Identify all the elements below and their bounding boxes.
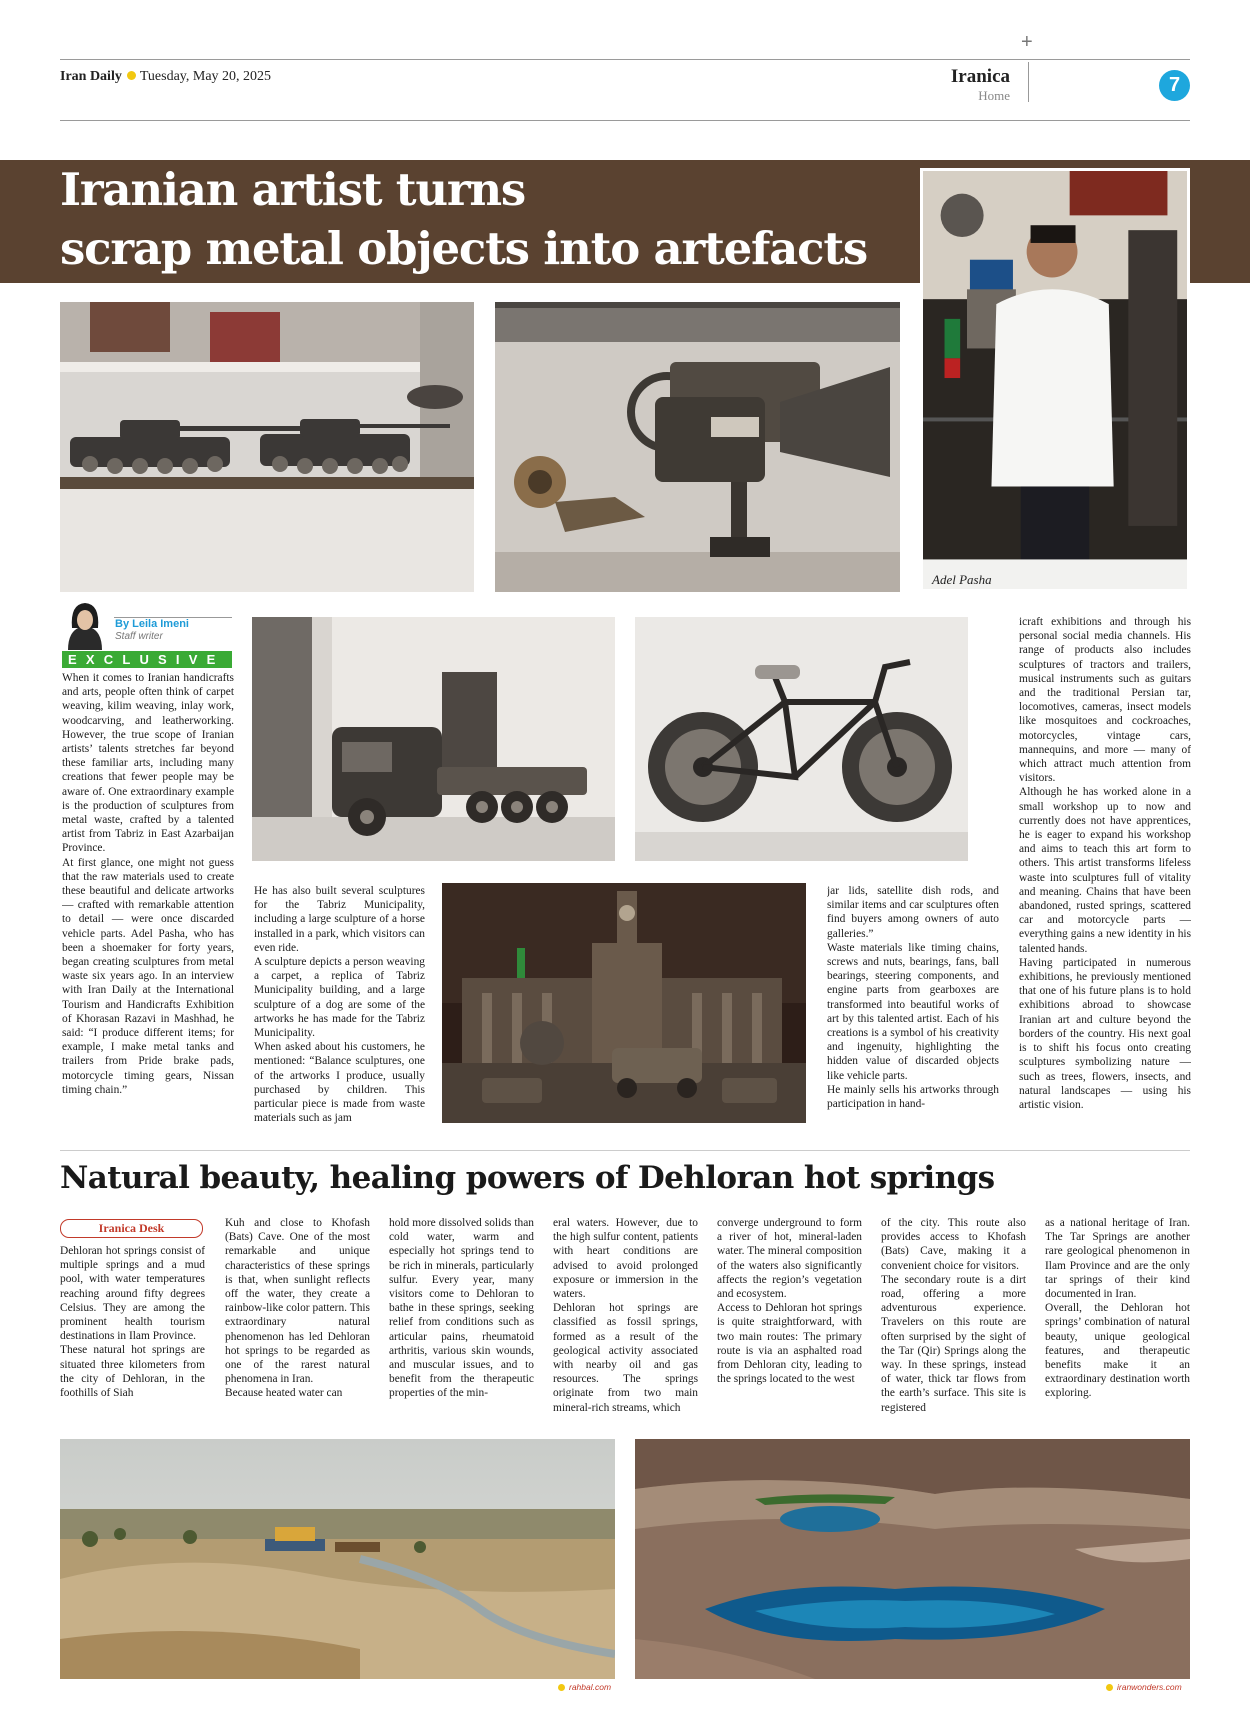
article-title [60, 160, 920, 278]
article2-column-3 [389, 1216, 534, 1419]
article-divider [60, 1150, 1190, 1151]
article1-column-2 [254, 884, 425, 1129]
author-role: Staff writer [115, 631, 163, 642]
photo-metal-bicycle [635, 617, 968, 861]
paragraph: A sculpture depicts a person weaving a carpet, a replica of Tabriz Municipality building, and a large sculpture of a dog are some of the artworks he has made for the Tabriz Municipality. [254, 956, 425, 1040]
article2-column-6 [881, 1216, 1026, 1419]
paragraph: jar lids, satellite dish rods, and similar items and car sculptures often find buyers among owners of auto galleries.” [827, 885, 999, 940]
yellow-dot-icon [1106, 1684, 1113, 1691]
section-name: Iranica [950, 66, 1010, 87]
photo-credit-left [558, 1682, 611, 1692]
photo-credit-right [1106, 1682, 1182, 1692]
paragraph: Access to Dehloran hot springs is quite straightforward, with two main routes: The primary route is via an asphalted road from Dehloran city, leading to the springs located to the west [717, 1302, 862, 1386]
publication-name: Iran Daily [60, 69, 122, 84]
subsection-name: Home [978, 88, 1010, 103]
masthead [60, 69, 271, 85]
paragraph: The secondary route is a dirt road, offering a more adventurous experience. Travelers on this route are often surprised by the sight of the Tar (Qir) Springs along the way. In these springs, instead of water, thick tar flows from the earth’s surface. This site is registered [881, 1273, 1026, 1414]
paragraph: hold more dissolved solids than cold water, warm and especially hot springs tend to be rich in minerals, particularly sulfur. Every year, many visitors come to Dehloran to bathe in these springs, seeking relief from conditions such as articular pains, rheumatoid arthritis, various skin wounds, and muscular issues, and to benefit from the therapeutic properties of the min- [389, 1217, 534, 1400]
page-number: 7 [1159, 70, 1190, 101]
yellow-dot-icon [127, 71, 136, 80]
paragraph: as a national heritage of Iran. The Tar Springs are another rare geological phenomenon in Ilam Province and are the only tar springs of their kind documented in Iran. [1045, 1217, 1190, 1301]
paragraph: Dehloran hot springs consist of multiple springs and a mud pool, with water temperatures reaching around fifty degrees Celsius. They are among the prominent health tourism destinations in Ilam Province. [60, 1245, 205, 1343]
exclusive-badge: EXCLUSIVE [62, 651, 232, 668]
photo-dehloran-lakes [635, 1439, 1190, 1679]
article2-column-7 [1045, 1216, 1190, 1419]
paragraph: Dehloran hot springs are classified as fossil springs, formed as a result of the geological activity associated with nearby oil and gas resources. The springs originate from two main mineral-rich streams, which [553, 1302, 698, 1414]
paragraph: He has also built several sculptures for the Tabriz Municipality, including a large sculpture of a horse installed in a park, which visitors can even ride. [254, 885, 425, 954]
desk-label: Iranica Desk [60, 1219, 203, 1238]
article2-title: Natural beauty, healing powers of Dehloran hot springs [60, 1160, 995, 1196]
article-title-line-1: Iranian artist turns [60, 163, 526, 216]
paragraph: When asked about his customers, he mentioned: “Balance sculptures, one of the artworks I produce, usually purchased by children. This particular piece is made from waste materials such as jam [254, 1041, 425, 1125]
paragraph: When it comes to Iranian handicrafts and arts, people often think of carpet weaving, kilim weaving, inlay work, woodcarving, and leatherworking. However, the true scope of Iranian artists’ talents stretches far beyond these familiar arts, including many creations that fewer people may be aware of. One extraordinary example is the production of sculptures from metal waste, crafted by a talented artist from Tabriz in East Azarbaijan Province. [62, 672, 234, 855]
photo-metal-camera [495, 302, 900, 592]
paragraph: Having participated in numerous exhibitions, he previously mentioned that one of his future plans is to hold exhibitions abroad to showcase Iranian art and culture beyond the borders of the country. His next goal is to shift his focus onto creating sculptures symbolizing nature — such as trees, flowers, insects, and natural landscapes — using his artistic vision. [1019, 956, 1191, 1111]
paragraph: of the city. This route also provides access to Khofash (Bats) Cave, making it a convenient choice for visitors. [881, 1217, 1026, 1272]
paragraph: Waste materials like timing chains, screws and nuts, bearings, fans, ball bearings, steering components, and engine parts from gearboxes are transformed into beautiful works of art by this talented artist. Each of his creations is a symbol of his creativity and ingenuity, highlighting the hidden value of discarded objects like vehicle parts. [827, 941, 999, 1082]
paragraph: eral waters. However, due to the high sulfur content, patients with heart conditions are advised to avoid prolonged exposure or immersion in the waters. [553, 1217, 698, 1301]
article1-column-3 [827, 884, 999, 1129]
article1-column-1 [62, 671, 234, 1131]
paragraph: Overall, the Dehloran hot springs’ combination of natural beauty, unique geological features, and therapeutic benefits make it an extraordinary destination worth exploring. [1045, 1302, 1190, 1400]
paragraph: At first glance, one might not guess that the raw materials used to create these beautiful and delicate artworks — crafted with remarkable attention to detail — were once discarded vehicle parts. Adel Pasha, who has been a shoemaker for forty years, began creating sculptures from metal waste six years ago. In an interview with Iran Daily at the International Tourism and Handicrafts Exhibition of Khorasan Razavi in Mashhad, he said: “I produce different items; for example, I make metal tanks and trailers from Pride brake pads, motorcycle timing gears, Nissan timing chain.” [62, 856, 234, 1096]
article2-column-1 [60, 1244, 205, 1419]
issue-date: Tuesday, May 20, 2025 [139, 69, 272, 84]
paragraph: Kuh and close to Khofash (Bats) Cave. One of the most remarkable and unique characteristics of these springs is that, when sunlight reflects off the water, they create a rainbow-like color pattern. This extraordinary natural phenomenon has led Dehloran hot springs to be regarded as one of the rarest natural phenomena in Iran. [225, 1217, 370, 1386]
photo-caption: Adel Pasha [932, 572, 992, 587]
author-avatar [62, 598, 108, 650]
paragraph: converge underground to form a river of hot, mineral-laden water. The mineral composition of the waters also significantly affects the region’s vegetation and ecosystem. [717, 1217, 862, 1301]
author-name: By Leila Imeni [115, 618, 189, 630]
header-bottom-rule [60, 120, 1190, 121]
article2-column-2 [225, 1216, 370, 1419]
photo-metal-building-replica [442, 883, 806, 1123]
paragraph: He mainly sells his artworks through participation in hand- [827, 1083, 999, 1111]
article2-column-4 [553, 1216, 698, 1419]
paragraph: Because heated water can [225, 1387, 343, 1400]
paragraph: icraft exhibitions and through his personal social media channels. His range of products also includes sculptures of tractors and trailers, musical instruments such as guitars and the traditional Persian tar, locomotives, cameras, insect models like mosquitoes and cockroaches, motorcycles, vintage cars, mannequins, and more — many of which attract much attention from visitors. [1019, 616, 1191, 785]
credit-text: iranwonders.com [1117, 1682, 1182, 1692]
paragraph: Although he has worked alone in a small workshop up to now and currently does not have apprentices, he is eager to expand his workshop and aims to teach this art form to others. This artist transforms lifeless waste into sculptures full of vitality and meaning. Chains that have been abandoned, rusted springs, scattered car and motorcycle parts — everything gains a new identity in his talented hands. [1019, 786, 1191, 955]
photo-metal-tanks [60, 302, 474, 592]
article-title-line-2: scrap metal objects into artefacts [60, 222, 868, 275]
article1-column-4 [1019, 615, 1191, 1130]
photo-dehloran-landscape [60, 1439, 615, 1679]
article2-column-5 [717, 1216, 862, 1419]
section-label [940, 66, 1010, 104]
registration-plus-icon: + [1021, 31, 1033, 53]
yellow-dot-icon [558, 1684, 565, 1691]
paragraph: These natural hot springs are situated three kilometers from the city of Dehloran, in the foothills of Siah [60, 1344, 205, 1400]
header-divider [1028, 62, 1029, 102]
header-top-rule [60, 59, 1190, 60]
photo-adel-pasha [920, 168, 1190, 592]
photo-metal-truck [252, 617, 615, 861]
credit-text: rahbal.com [569, 1682, 612, 1692]
